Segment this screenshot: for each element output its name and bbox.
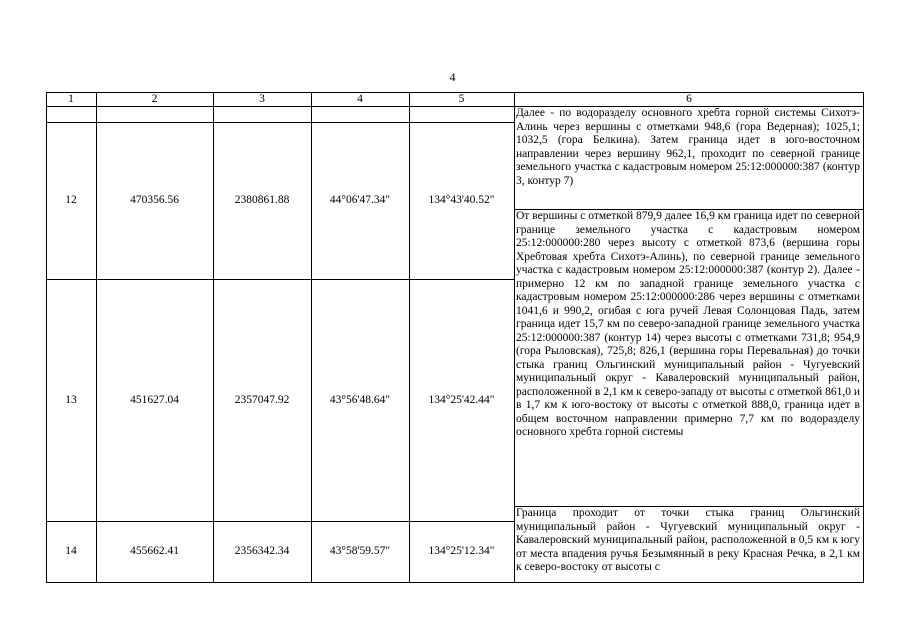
table-cell-x: 470356.56 — [130, 194, 179, 206]
column-header: 6 — [686, 92, 692, 105]
table-cell-description: Граница проходит от точки стыка границ Ольгинский муниципальный район - Чугуевский муниципальный округ - Кавалеровский муниципальный район, расположенной в 0,5 км к югу от места впадения ручья Безымянный в реку Красная Речка, в 2,1 км к северо-востоку от высоты с — [516, 507, 860, 573]
column-header: 4 — [357, 92, 363, 105]
table-cell-point-number: 13 — [65, 393, 77, 406]
table-cell-longitude: 134°25'12.34" — [428, 545, 495, 557]
column-header: 5 — [458, 92, 465, 105]
table-cell-y: 2357047.92 — [234, 393, 290, 406]
table-cell-x: 455662.41 — [130, 545, 179, 557]
table-cell-y: 2356342.34 — [234, 545, 290, 557]
table-cell-latitude: 44°06'47.34" — [329, 194, 391, 206]
table-cell-longitude: 134°43'40.52" — [428, 194, 495, 206]
table-cell-latitude: 43°58'59.57" — [329, 545, 391, 557]
table-rule — [46, 582, 864, 583]
table-cell-x: 451627.04 — [130, 393, 179, 406]
table-cell-description: Далее - по водоразделу основного хребта горной системы Сихотэ-Алинь через вершины с отметками 948,6 (гора Ведерная); 1025,1; 1032,5 (гора Белкина). Затем граница идет в юго-восточном направлении через вершину 962,1, проходит по северной границе земельного участка с кадастровым номером 25:12:000000:387 (контур 3, контур 7) — [516, 107, 860, 187]
table-cell-y: 2380861.88 — [234, 194, 290, 206]
column-header: 3 — [259, 92, 265, 105]
table-rule — [863, 92, 864, 582]
page-number: 4 — [449, 70, 456, 84]
column-header: 1 — [68, 92, 74, 105]
table-cell-latitude: 43°56'48.64" — [329, 393, 391, 406]
boundary-points-table — [46, 92, 864, 582]
table-cell-point-number: 14 — [65, 545, 77, 557]
column-header: 2 — [151, 92, 158, 105]
table-cell-description: От вершины с отметкой 879,9 далее 16,9 км граница идет по северной границе земельного участка с кадастровым номером 25:12:000000:280 через высоту с отметкой 873,6 (вершина горы Хребтовая хребта Сихотэ-Алинь), по северной границе земельного участка с кадастровым номером 25:12:000000:387 (контур 2). Далее - примерно 12 км по западной границе земельного участка с кадастровым номером 25:12:000000:286 через вершины с отметками 1041,6 и 990,2, огибая с юга ручей Левая Солонцовая Падь, затем граница идет 15,7 км по северо-западной границе земельного участка 25:12:000000:387 (контур 14) через высоты с отметками 731,8; 954,9 (гора Рыловская), 725,8; 826,1 (вершина горы Перевальная) до точки стыка границ Ольгинский муниципальный район - Чугуевский муниципальный округ - Кавалеровский муниципальный район, расположенной в 2,1 км к северо-западу от высоты с отметкой 861,0 и в 1,7 км к юго-востоку от высоты с отметкой 888,0, граница идет в общем восточном направлении примерно 7,7 км по водоразделу основного хребта горной системы — [516, 210, 860, 438]
table-rule — [514, 92, 515, 582]
table-cell-longitude: 134°25'42.44" — [428, 393, 495, 406]
table-cell-point-number: 12 — [65, 194, 77, 206]
